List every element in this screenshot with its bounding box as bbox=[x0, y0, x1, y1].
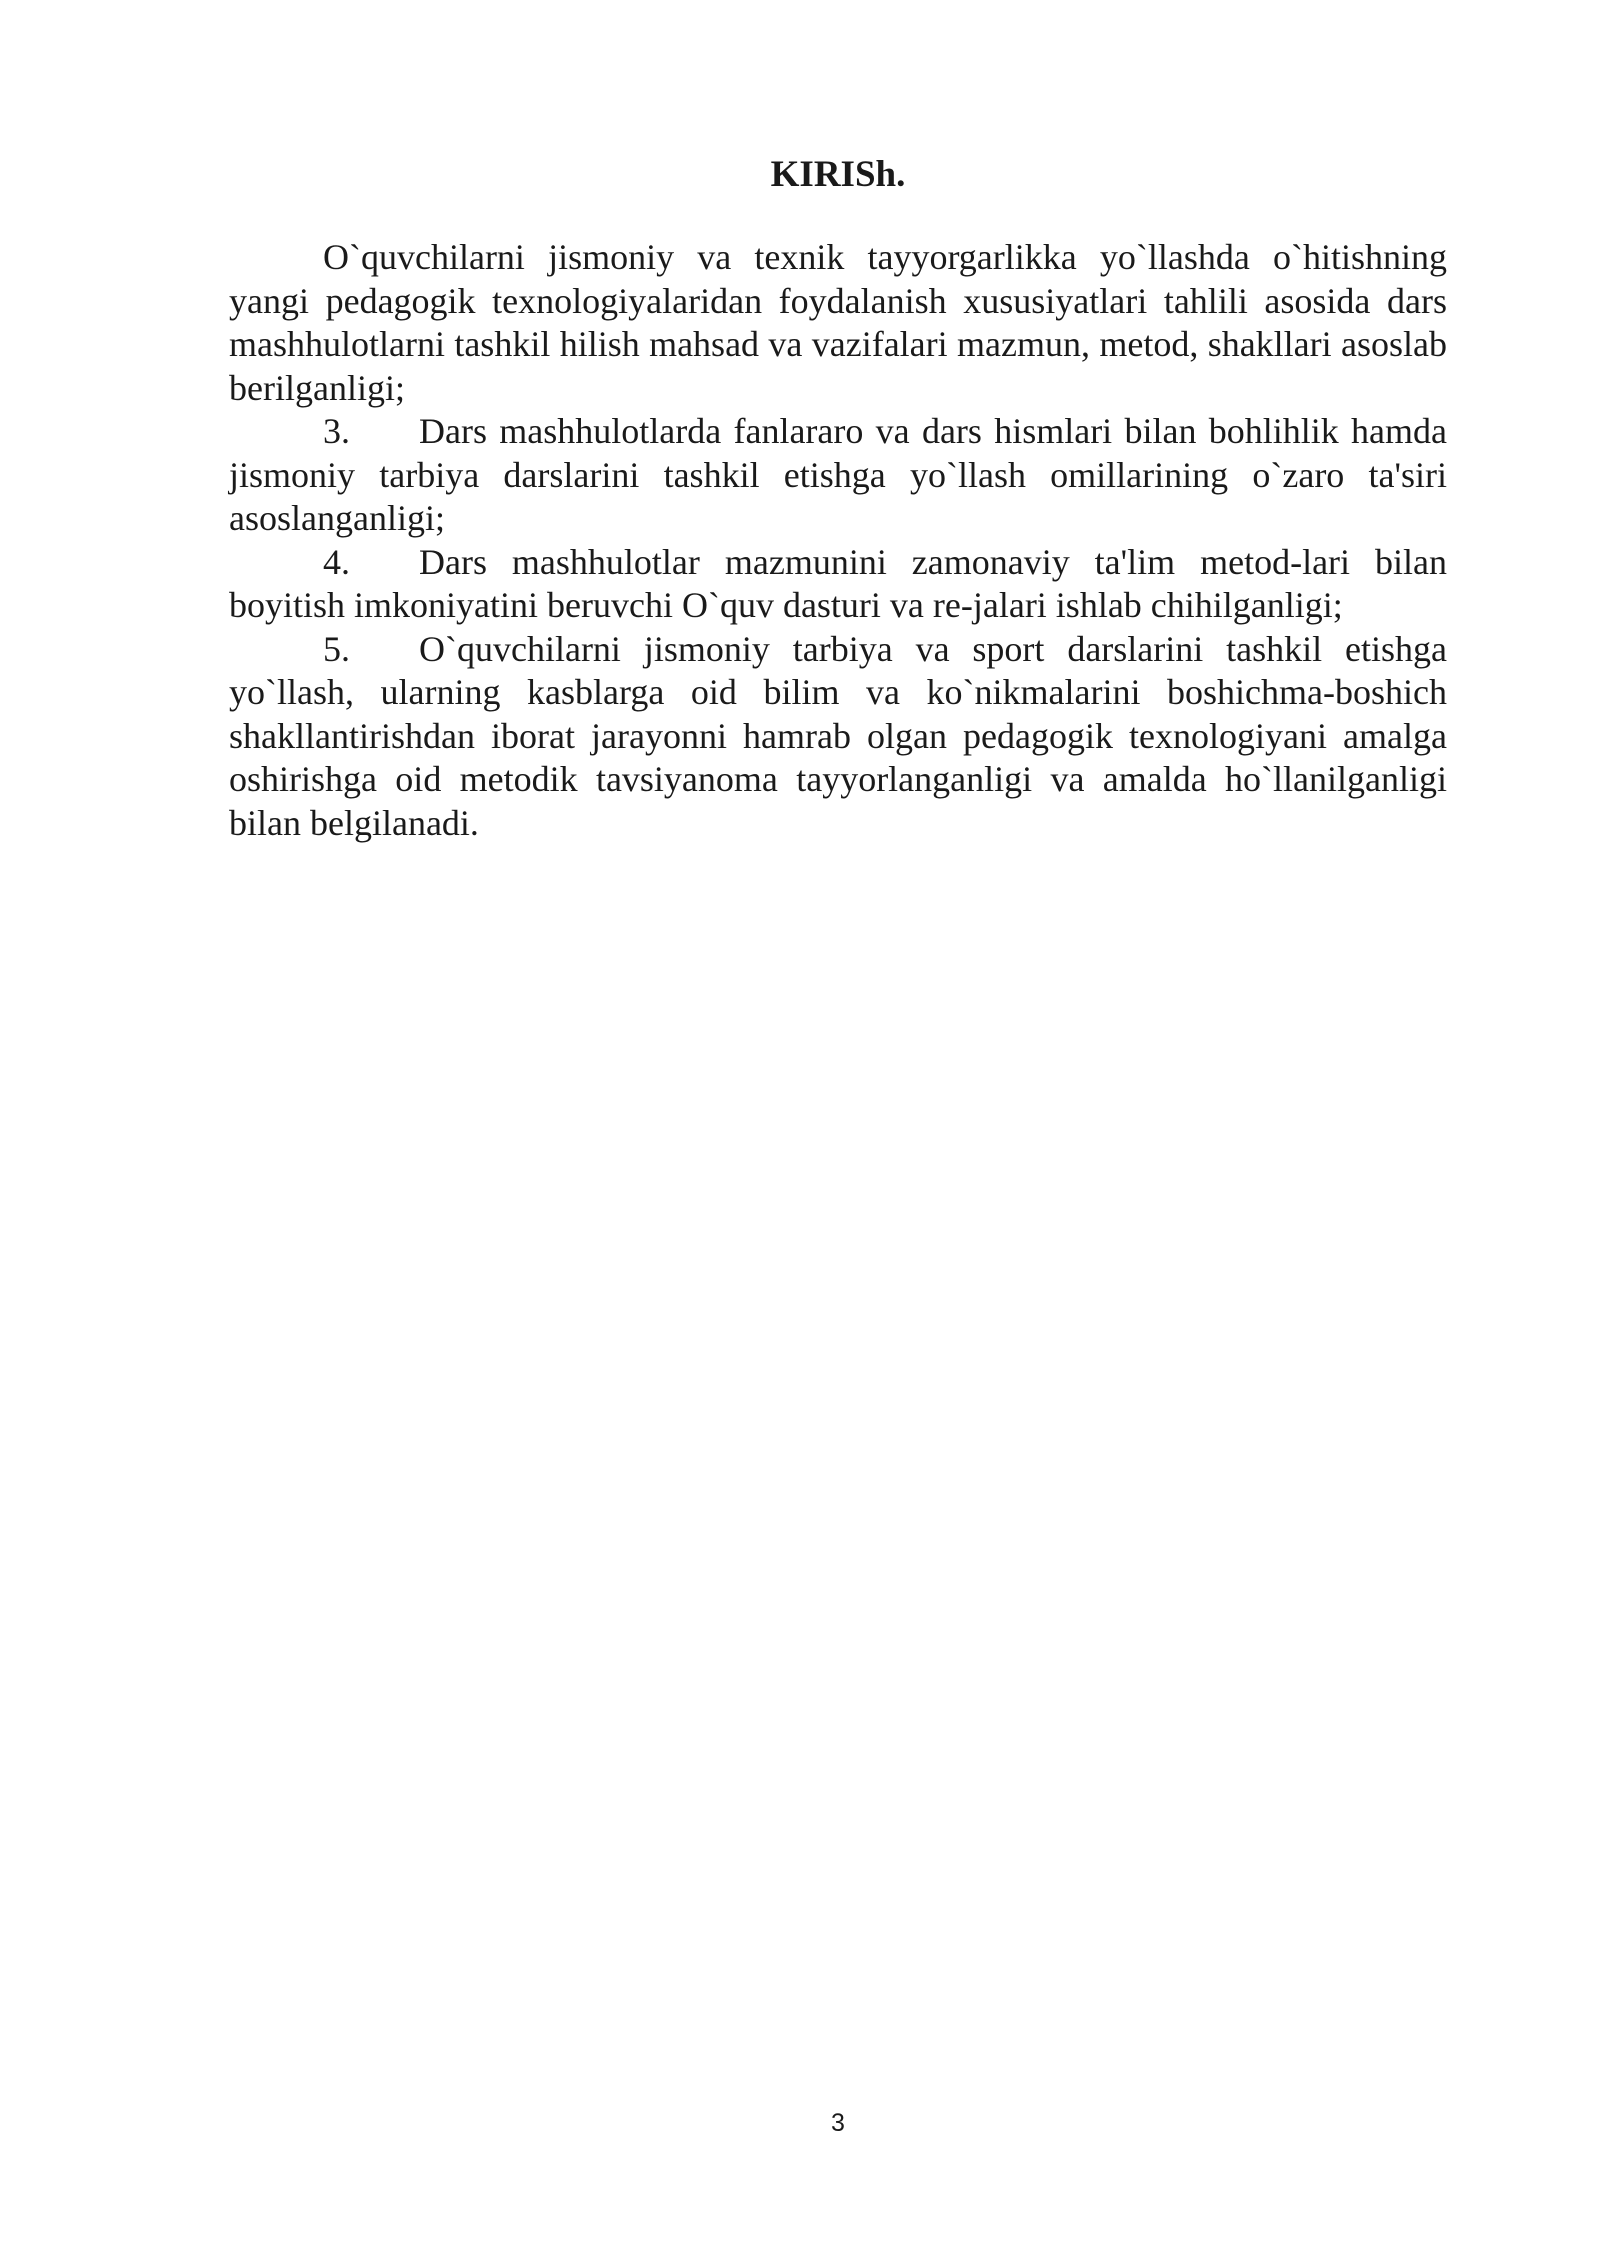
intro-paragraph: O`quvchilarni jismoniy va texnik tayyorgarlikka yo`llashda o`hitishning yangi pedagogik texnologiyalaridan foydalanish xususiyatlari tahlili asosida dars mashhulotlarni tashkil hilish mahsad va vazifalari mazmun, metod, shakllari asoslab berilganligi; bbox=[229, 237, 1447, 408]
list-item-3 bbox=[229, 410, 1447, 541]
list-item-5 bbox=[229, 628, 1447, 846]
list-item-text: Dars mashhulotlar mazmunini zamonaviy ta'lim metod-lari bilan boyitish imkoniyatini beruvchi O`quv dasturi va re-jalari ishlab chihilganligi; bbox=[229, 541, 1447, 625]
page-content bbox=[229, 150, 1447, 845]
list-item-4 bbox=[229, 541, 1447, 628]
list-number: 5. bbox=[323, 628, 350, 669]
document-title: KIRISh. bbox=[770, 154, 906, 195]
list-item-text: O`quvchilarni jismoniy tarbiya va sport darslarini tashkil etishga yo`llash, ularning kasblarga oid bilim va ko`nikmalarini boshichma-boshich shakllantirishdan iborat jarayonni hamrab olgan pedagogik texnologiyani amalga oshirishga oid metodik tavsiyanoma tayyorlanganligi va amalda ho`llanilganligi bilan belgilanadi. bbox=[229, 628, 1447, 843]
page-number: 3 bbox=[831, 2109, 845, 2137]
list-number: 3. bbox=[323, 411, 350, 451]
list-item-text: Dars mashhulotlarda fanlararo va dars hismlari bilan bohlihlik hamda jismoniy tarbiya darslarini tashkil etishga yo`llash omillarining o`zaro ta'siri asoslanganligi; bbox=[229, 411, 1447, 538]
list-number: 4. bbox=[323, 541, 350, 582]
